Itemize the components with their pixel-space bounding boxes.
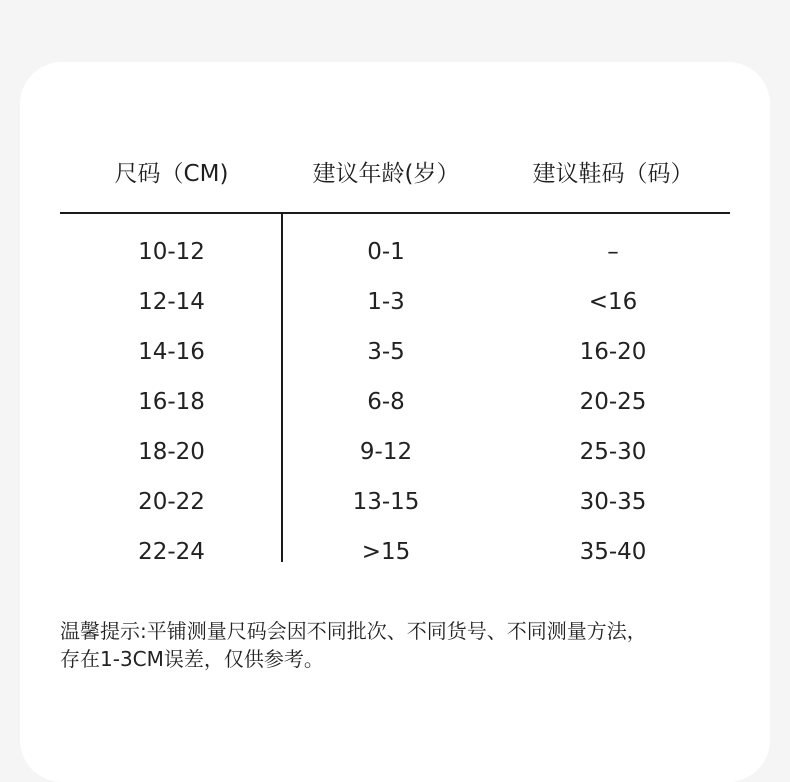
cell-age: 0-1 bbox=[367, 239, 405, 265]
cell-age: 3-5 bbox=[367, 339, 405, 365]
cell-size: 20-22 bbox=[138, 489, 205, 515]
header-suggested-shoe-size: 建议鞋码（码） bbox=[532, 161, 694, 187]
cell-age: 6-8 bbox=[367, 389, 405, 415]
cell-age: 13-15 bbox=[352, 489, 420, 515]
header-size-cm: 尺码（CM) bbox=[114, 161, 229, 187]
cell-size: 14-16 bbox=[138, 339, 205, 365]
size-chart-card bbox=[20, 62, 770, 782]
cell-size: 10-12 bbox=[138, 239, 205, 265]
cell-size: 22-24 bbox=[138, 539, 205, 565]
cell-shoe-size: 16-20 bbox=[579, 339, 647, 365]
cell-shoe-size: 25-30 bbox=[579, 439, 647, 465]
table-header-row bbox=[60, 157, 730, 191]
table-row bbox=[60, 434, 730, 484]
cell-age: >15 bbox=[361, 539, 411, 565]
cell-age: 1-3 bbox=[367, 289, 405, 315]
cell-shoe-size: 20-25 bbox=[579, 389, 647, 415]
cell-shoe-size: 30-35 bbox=[579, 489, 647, 515]
table-row bbox=[60, 334, 730, 384]
cell-shoe-size: – bbox=[607, 239, 619, 265]
tip-line-2: 存在1-3CM误差，仅供参考。 bbox=[60, 647, 324, 671]
table-row bbox=[60, 534, 730, 584]
table-row bbox=[60, 234, 730, 284]
cell-shoe-size: <16 bbox=[588, 289, 638, 315]
header-divider-line bbox=[60, 212, 730, 214]
table-row bbox=[60, 484, 730, 534]
table-row bbox=[60, 284, 730, 334]
table-body bbox=[60, 234, 730, 584]
cell-age: 9-12 bbox=[359, 439, 413, 465]
tip-line-1: 温馨提示:平铺测量尺码会因不同批次、不同货号、不同测量方法， bbox=[60, 619, 647, 643]
table-row bbox=[60, 384, 730, 434]
cell-shoe-size: 35-40 bbox=[579, 539, 647, 565]
header-suggested-age: 建议年龄(岁） bbox=[312, 161, 460, 187]
cell-size: 18-20 bbox=[138, 439, 205, 465]
cell-size: 16-18 bbox=[138, 389, 205, 415]
cell-size: 12-14 bbox=[138, 289, 205, 315]
measurement-tip bbox=[60, 617, 740, 673]
